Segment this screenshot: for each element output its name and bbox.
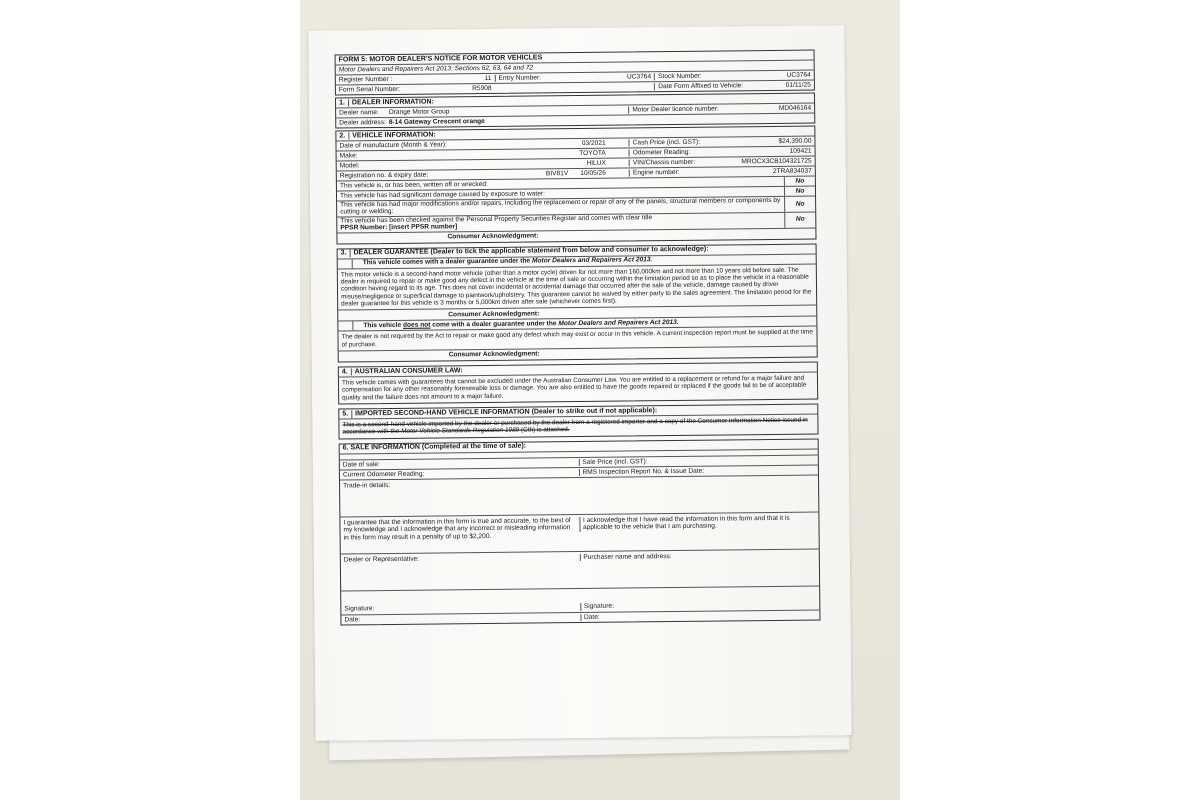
motor-dealer-form	[335, 48, 821, 626]
guarantee-no-text: The dealer is not required by the Act to repair or make good any defect which may exist or occur in this vehicle. A current inspection report must be supplied at the time of purchase.	[341, 328, 813, 349]
rms-report-field[interactable]: RMS Inspection Report No. & Issue Date:	[578, 466, 818, 476]
written-off-answer: No	[784, 177, 815, 186]
written-off-question: This vehicle is, or has been, written off or wrecked:	[339, 180, 488, 190]
guarantee-yes-checkbox[interactable]	[338, 259, 353, 268]
vehicle-model: Model: HILUX	[339, 159, 606, 170]
guarantee-no-ack: Consumer Acknowledgment:	[448, 350, 540, 359]
guarantee-no-checkbox[interactable]	[338, 322, 353, 331]
entry-number: Entry Number: UC3764	[494, 73, 654, 82]
acl-heading: 4. AUSTRALIAN CONSUMER LAW:	[341, 366, 463, 376]
water-damage-answer: No	[784, 187, 815, 196]
dealer-statement: I guarantee that the information in this form is true and accurate, to the best of my knowledge and I acknowledge that any incorrect or misleading information in this form may result in a penalty of up to $2,200.	[343, 516, 571, 542]
register-number: Register Number : 11	[338, 74, 492, 84]
dealer-guarantee-section	[337, 243, 818, 363]
cash-price: Cash Price (incl. GST): $24,390.00	[629, 137, 815, 146]
odometer-reading: Odometer Reading: 109421	[629, 147, 815, 156]
ppsr-question: This vehicle has been checked against the Personal Property Securities Register and comes with clear title PPSR Number: [insert PPSR number]	[340, 213, 653, 232]
vin-number: VIN/Chassis number: MROCX3CB104321725	[629, 157, 815, 166]
dealer-date-field[interactable]: Date:	[344, 615, 361, 624]
form-act: Motor Dealers and Repairers Act 2013: Sections 62, 63, 64 and 72	[338, 64, 534, 74]
date-affixed: Date Form Affixed to Vehicle: 01/11/25	[654, 81, 814, 90]
current-odometer-field[interactable]: Current Odometer Reading:	[342, 470, 425, 479]
purchaser-date-field[interactable]: Date:	[580, 611, 820, 621]
modifications-question: This vehicle has had major modifications and/or repairs, including the replacement or repair of any of the panels, structural members or components by cutting or welding:	[340, 196, 781, 216]
dealer-licence: Motor Dealer licence number: MD046164	[628, 104, 814, 113]
dealer-address: Dealer address: 8-14 Gateway Crescent orange	[339, 117, 485, 127]
imported-heading: 5. IMPORTED SECOND-HAND VEHICLE INFORMATION (Dealer to strike out if not applicable):	[342, 406, 658, 418]
ppsr-answer: No	[784, 212, 815, 227]
form-serial-number: Form Serial Number: R5908	[338, 84, 492, 94]
trade-in-field[interactable]: Trade-in details:	[343, 481, 391, 490]
dealer-heading: 1. DEALER INFORMATION:	[339, 98, 434, 107]
sale-heading: 6. SALE INFORMATION (Completed at the time of sale):	[342, 442, 527, 452]
imported-text: This is a second-hand vehicle imported by the dealer or purchased by the dealer from a registered importer and a copy of the Consumer Information Notice issued in accordance with the Motor Vehicle Standards Regulation 1989 (Cth) is attached.	[342, 416, 808, 436]
purchaser-signature-field[interactable]: Signature:	[580, 601, 820, 611]
sale-price-field[interactable]: Sale Price (incl. GST):	[578, 456, 818, 466]
engine-number: Engine number: 2TRA834037	[629, 167, 815, 176]
vehicle-consumer-ack: Consumer Acknowledgment:	[447, 232, 539, 241]
guarantee-yes-ack: Consumer Acknowledgment:	[448, 310, 540, 318]
vehicle-information-section	[335, 126, 816, 245]
modifications-answer: No	[784, 197, 815, 212]
form-title: FORM 5: MOTOR DEALER'S NOTICE FOR MOTOR VEHICLES	[338, 53, 543, 64]
water-damage-question: This vehicle has had significant damage caused by exposure to water:	[339, 190, 545, 200]
guarantee-no-statement: This vehicle does not come with a dealer guarantee under the Motor Dealers and Repairers Act 2013.	[363, 319, 679, 330]
vehicle-heading: 2. VEHICLE INFORMATION:	[339, 131, 436, 140]
dealer-information-section	[335, 93, 815, 129]
vehicle-make: Make: TOYOTA	[339, 149, 606, 160]
registration: Registration no. & expiry date: BIV81V 10/05/26	[339, 169, 606, 180]
dealer-name: Dealer name: Orange Motor Group	[339, 108, 450, 117]
dealer-representative-field[interactable]: Dealer or Representative:	[343, 555, 420, 564]
spacer	[495, 87, 655, 89]
form-header	[335, 50, 815, 96]
consumer-law-section	[338, 362, 818, 405]
buyer-statement: I acknowledge that I have read the information in this form and that it is applicable to the vehicle that I am purchasing.	[579, 514, 819, 531]
manufacture-date: Date of manufacture (Month & Year): 03/2021	[339, 139, 606, 150]
stock-number: Stock Number: UC3764	[654, 71, 814, 80]
guarantee-yes-statement: This vehicle comes with a dealer guarantee under the Motor Dealers and Repairers Act 2013.	[362, 256, 653, 267]
imported-vehicle-section	[338, 404, 818, 440]
acl-text: This vehicle comes with guarantees that cannot be excluded under the Australian Consumer Law. You are entitled to a replacement or refund for a major failure and compensation for any other reasonably foreseeable loss or damage. You are also entitled to have the goods repaired or replaced if the goods fail to be of acceptable quality and the failure does not amount to a major failure.	[341, 374, 807, 402]
guarantee-heading: 3. DEALER GUARANTEE (Dealer to tick the applicable statement from below and consumer to acknowledge):	[340, 245, 709, 257]
sale-information-section	[339, 438, 821, 625]
form-sheet	[308, 25, 851, 741]
guarantee-yes-text: This motor vehicle is a second-hand motor vehicle (other than a motor cycle) driven for not more than 160,000km and not more than 10 years old before sale. The dealer is required to repair or make good any defect in the vehicle at the time of sale or occurring within the limitation period so as to place the vehicle in a reasonable condition having regard to its age. This does not cover incidental or accidental damage that occurred after the sale of the vehicle, damage caused by driver misuse/negligence or superficial damage to paintwork/upholstery. This guarantee cannot be waived by either party to the sales agreement. The limitation period for the dealer guarantee for this vehicle is 3 months or 5,000km driven after sale (whichever comes first).	[340, 266, 812, 308]
dealer-signature-field[interactable]: Signature:	[344, 605, 375, 613]
purchaser-name-field[interactable]: Purchaser name and address:	[579, 551, 819, 561]
date-of-sale-field[interactable]: Date of sale:	[342, 460, 380, 469]
